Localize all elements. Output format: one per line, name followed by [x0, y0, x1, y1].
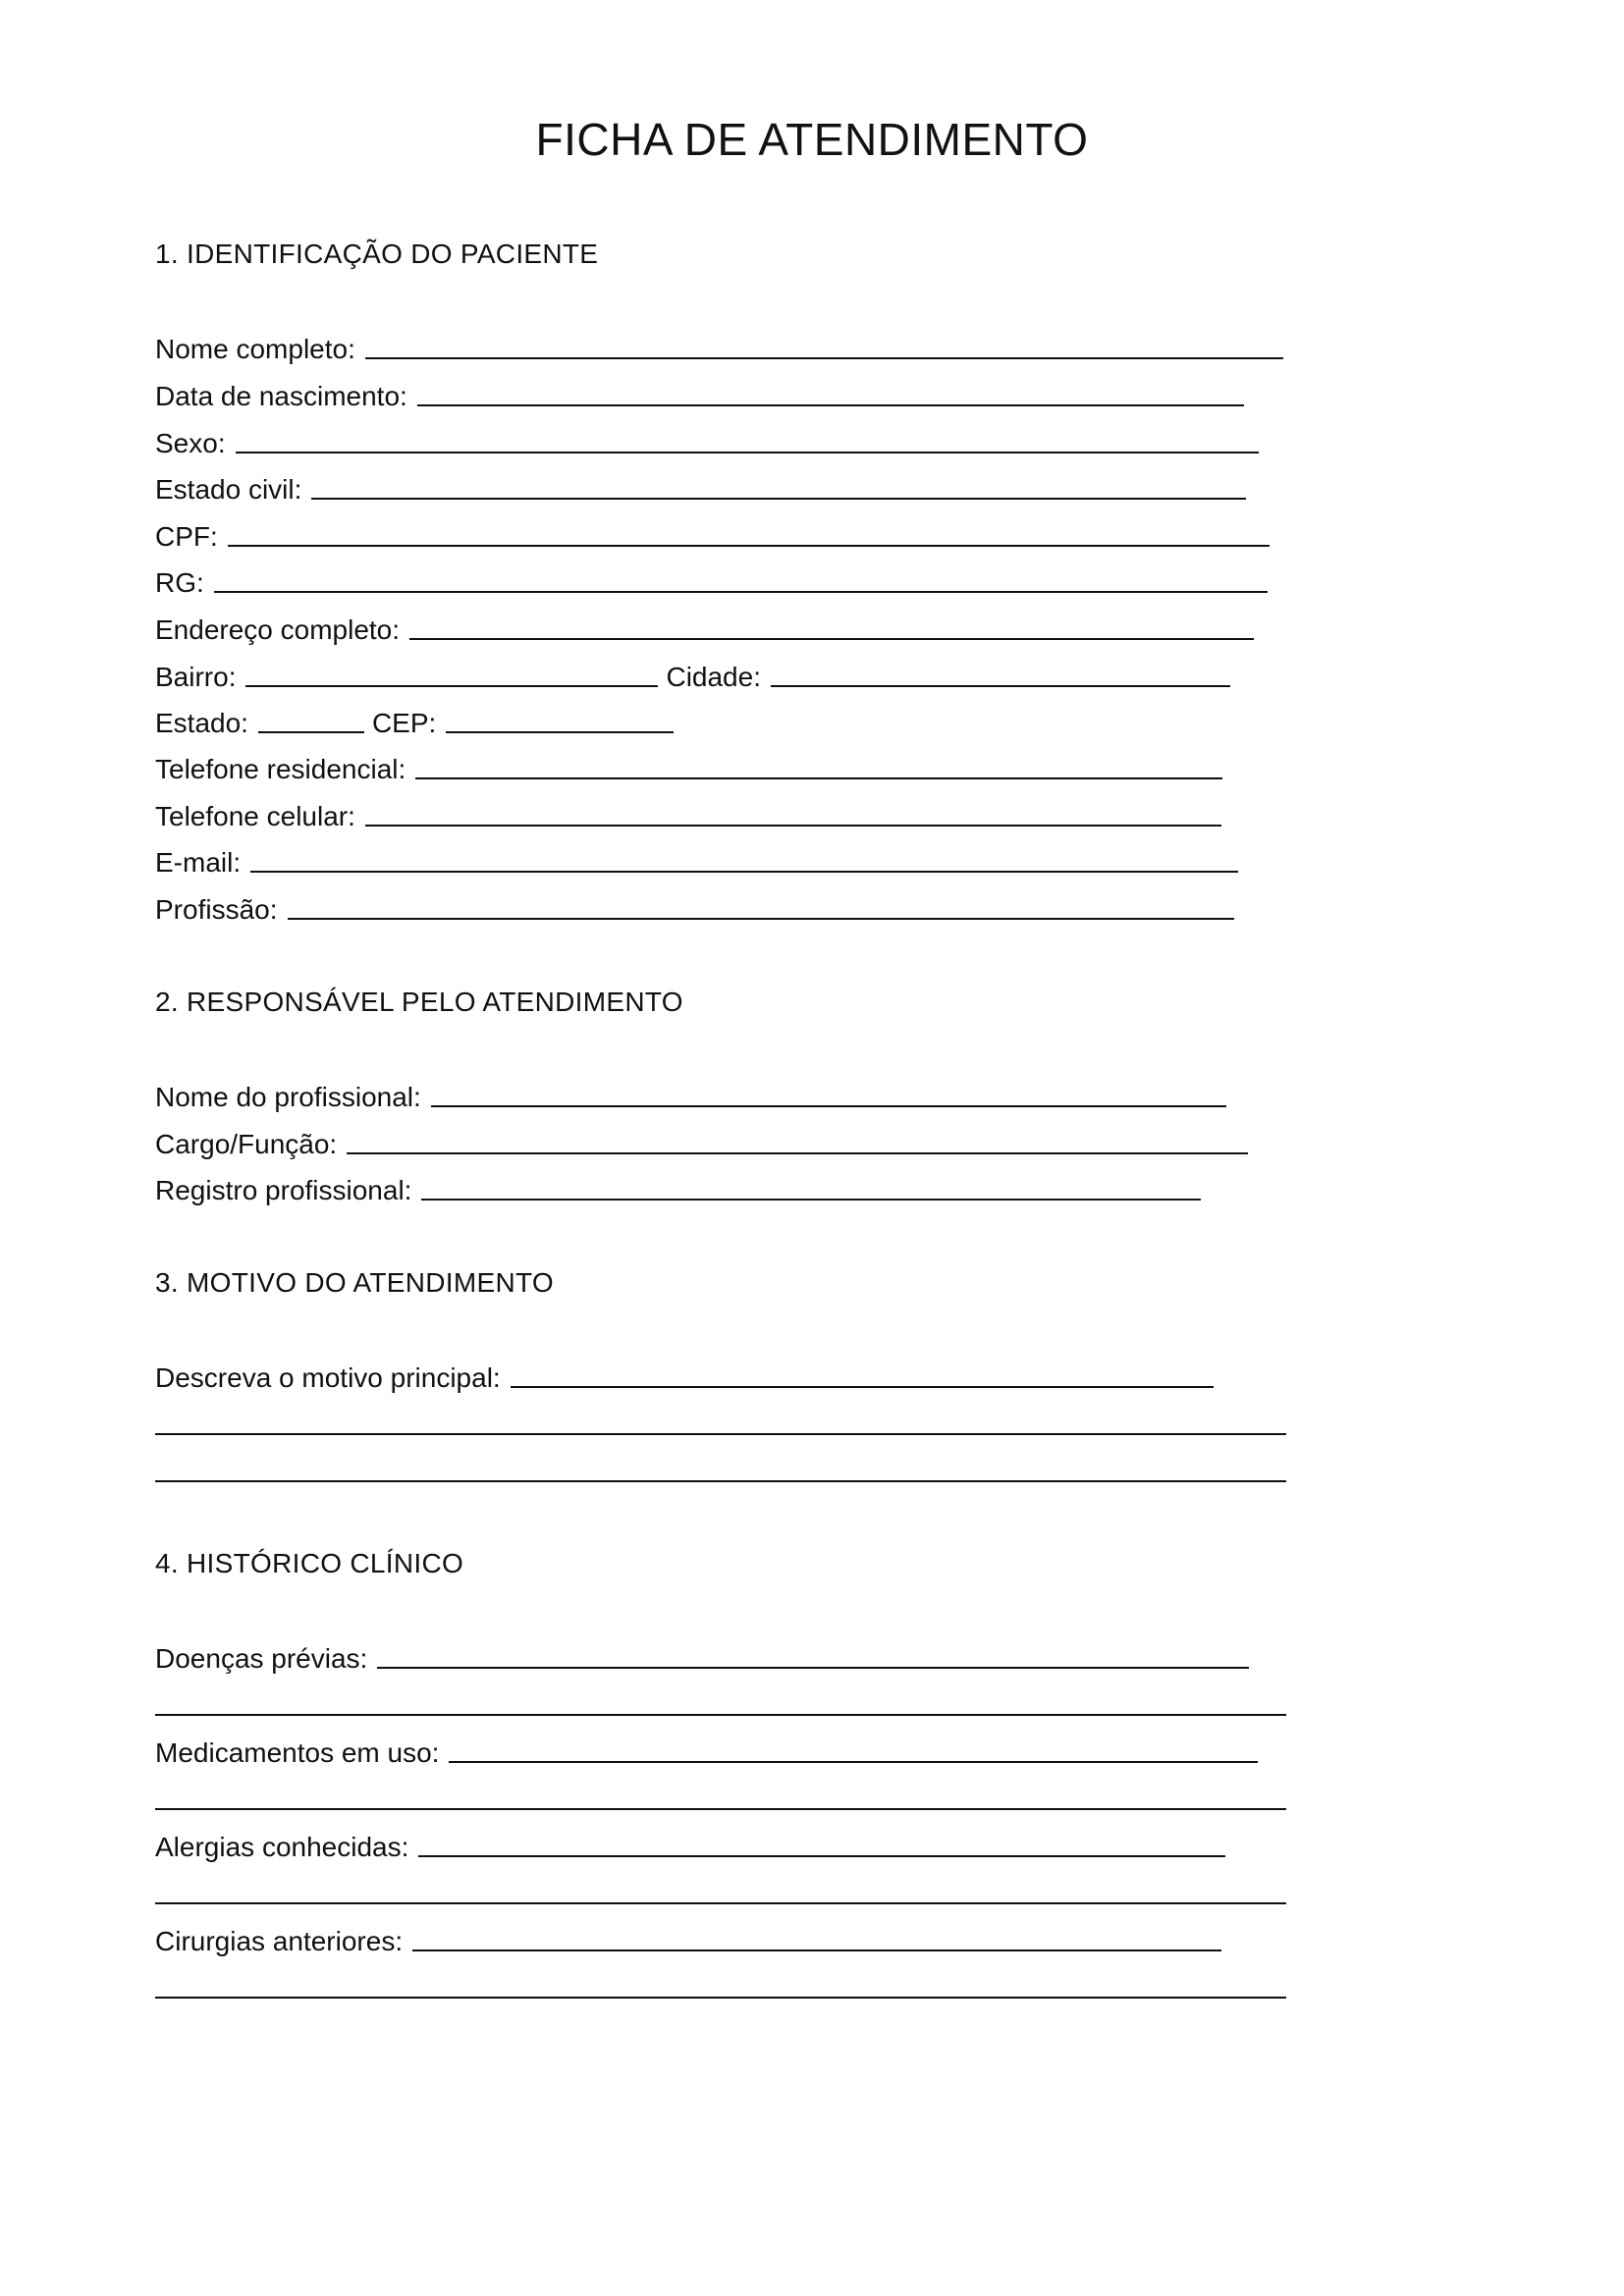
allergies-input-line[interactable]: [418, 1855, 1225, 1857]
field-row-previous-diseases: [155, 1641, 1249, 1677]
marital-status-input-line[interactable]: [311, 498, 1246, 500]
field-row-email: [155, 845, 1238, 881]
zip-input-line[interactable]: [446, 731, 674, 733]
main-reason-extra-line-1[interactable]: [155, 1433, 1286, 1435]
sex-input-line[interactable]: [236, 452, 1259, 454]
previous-surgeries-extra-line[interactable]: [155, 1997, 1286, 1999]
field-label-allergies: Alergias conhecidas:: [155, 1832, 409, 1862]
field-label-city: Cidade:: [666, 662, 761, 692]
field-label-zip: CEP:: [371, 708, 437, 738]
field-row-mobile-phone: [155, 799, 1221, 834]
field-row-role: [155, 1127, 1248, 1162]
field-label-state: Estado:: [155, 708, 248, 738]
section-heading-responsible-professional: 2. RESPONSÁVEL PELO ATENDIMENTO: [155, 987, 683, 1017]
field-label-sex: Sexo:: [155, 428, 226, 458]
section-heading-reason-for-visit: 3. MOTIVO DO ATENDIMENTO: [155, 1267, 554, 1298]
field-row-full-name: [155, 332, 1283, 367]
field-row-address: [155, 613, 1254, 648]
field-row-rg: [155, 565, 1268, 601]
main-reason-extra-line-2[interactable]: [155, 1480, 1286, 1482]
field-row-main-reason: [155, 1361, 1214, 1396]
neighborhood-input-line[interactable]: [245, 685, 658, 687]
field-label-birth-date: Data de nascimento:: [155, 381, 407, 411]
field-label-role: Cargo/Função:: [155, 1129, 338, 1159]
birth-date-input-line[interactable]: [417, 404, 1244, 406]
field-label-professional-registration: Registro profissional:: [155, 1175, 412, 1205]
field-label-main-reason: Descreva o motivo principal:: [155, 1362, 501, 1393]
field-row-profession: [155, 892, 1234, 928]
allergies-extra-line[interactable]: [155, 1902, 1286, 1904]
home-phone-input-line[interactable]: [415, 777, 1222, 779]
state-input-line[interactable]: [258, 731, 364, 733]
section-heading-clinical-history: 4. HISTÓRICO CLÍNICO: [155, 1548, 464, 1578]
field-label-full-name: Nome completo:: [155, 334, 355, 364]
previous-diseases-extra-line[interactable]: [155, 1714, 1286, 1716]
field-label-home-phone: Telefone residencial:: [155, 754, 406, 784]
page-title: FICHA DE ATENDIMENTO: [535, 114, 1089, 165]
field-label-professional-name: Nome do profissional:: [155, 1082, 421, 1112]
previous-diseases-input-line[interactable]: [377, 1667, 1249, 1669]
field-row-cpf: [155, 519, 1270, 555]
role-input-line[interactable]: [347, 1152, 1248, 1154]
address-input-line[interactable]: [409, 638, 1254, 640]
field-label-neighborhood: Bairro:: [155, 662, 237, 692]
field-label-mobile-phone: Telefone celular:: [155, 801, 355, 831]
field-row-professional-registration: [155, 1173, 1201, 1208]
main-reason-input-line[interactable]: [511, 1386, 1214, 1388]
field-row-marital-status: [155, 472, 1246, 507]
field-label-profession: Profissão:: [155, 894, 278, 925]
field-label-email: E-mail:: [155, 847, 242, 878]
field-label-previous-surgeries: Cirurgias anteriores:: [155, 1926, 404, 1956]
professional-name-input-line[interactable]: [431, 1105, 1226, 1107]
medications-input-line[interactable]: [449, 1761, 1258, 1763]
full-name-input-line[interactable]: [365, 357, 1283, 359]
email-input-line[interactable]: [250, 871, 1238, 873]
field-row-neighborhood-city: [155, 660, 1230, 695]
section-heading-patient-identification: 1. IDENTIFICAÇÃO DO PACIENTE: [155, 239, 599, 269]
field-row-professional-name: [155, 1080, 1226, 1115]
field-row-state-zip: [155, 706, 674, 741]
field-label-rg: RG:: [155, 567, 204, 598]
field-label-previous-diseases: Doenças prévias:: [155, 1643, 368, 1674]
profession-input-line[interactable]: [288, 918, 1234, 920]
field-row-sex: [155, 426, 1259, 461]
field-label-medications: Medicamentos em uso:: [155, 1737, 440, 1768]
professional-registration-input-line[interactable]: [421, 1199, 1201, 1201]
field-row-birth-date: [155, 379, 1244, 414]
city-input-line[interactable]: [771, 685, 1230, 687]
field-row-home-phone: [155, 752, 1222, 787]
rg-input-line[interactable]: [214, 591, 1268, 593]
field-row-medications: [155, 1735, 1258, 1771]
mobile-phone-input-line[interactable]: [365, 825, 1221, 827]
field-row-previous-surgeries: [155, 1924, 1221, 1959]
previous-surgeries-input-line[interactable]: [412, 1949, 1221, 1951]
cpf-input-line[interactable]: [228, 545, 1270, 547]
field-label-marital-status: Estado civil:: [155, 474, 302, 505]
field-label-address: Endereço completo:: [155, 614, 401, 645]
medications-extra-line[interactable]: [155, 1808, 1286, 1810]
field-row-allergies: [155, 1830, 1225, 1865]
field-label-cpf: CPF:: [155, 521, 218, 552]
